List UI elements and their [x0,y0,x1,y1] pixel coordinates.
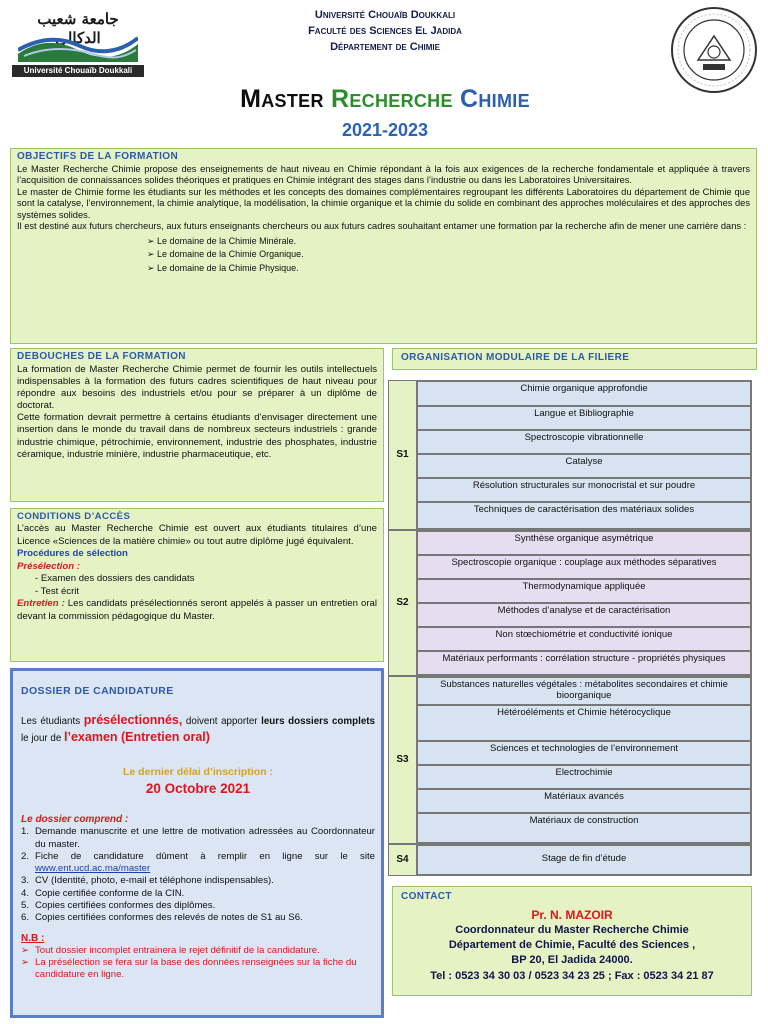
semester-label: S3 [389,677,417,843]
debouches-paragraph-2: Cette formation devrait permettre à certains étudiants d’envisager directement une insertion dans le monde du travail dans de nombreux secteurs industriels : grande industrie chimique, pétrochimie, environnement, industrie des phosphates, industrie céramique, industrie minière, industrie pharmaceutique, etc. [17,412,377,460]
header-university: Université Chouaïb Doukkali [314,9,456,21]
contact-address: BP 20, El Jadida 24000. [511,954,633,967]
arrow-bullet-icon: ➢ [21,956,30,968]
module-cell: Techniques de caractérisation des matériaux solides [417,502,751,529]
semester-label: S2 [389,531,417,675]
dossier-title: DOSSIER DE CANDIDATURE [21,685,174,697]
dossier-section [10,668,384,1018]
module-cell: Résolution structurales sur monocristal et sur poudre [417,478,751,502]
entretien-text: Les candidats présélectionnés seront appelés à passer un entretien oral devant la commission pédagogique du Master. [17,598,377,622]
objectifs-title: OBJECTIFS DE LA FORMATION [17,151,179,162]
nb-label: N.B : [21,932,45,944]
module-cell: Spectroscopie vibrationnelle [417,430,751,454]
preselection-item: - Test écrit [35,585,80,597]
semester-label: S1 [389,381,417,529]
contact-title: CONTACT [401,891,452,902]
entretien-paragraph [17,598,377,623]
arrow-bullet-icon: ➢ [147,262,158,273]
preselection-label: Présélection : [17,560,80,572]
list-item: ➢ Le domaine de la Chimie Physique. [147,262,299,273]
module-cell: Synthèse organique asymétrique [417,531,751,555]
module-cell: Chimie organique approfondie [417,381,751,406]
module-cell: Hétéroéléments et Chimie hétérocyclique [417,705,751,741]
list-item: 6. Copies certifiées conformes des relevés de notes de S1 au S6. [21,912,303,924]
title-word-master: Master [240,85,324,113]
faculty-seal-icon [670,6,758,94]
module-cell: Catalyse [417,454,751,478]
arrow-bullet-icon: ➢ [147,249,158,260]
module-cell: Thermodynamique appliquée [417,579,751,603]
module-cell: Matériaux de construction [417,813,751,843]
contact-section [392,886,752,996]
objectifs-paragraph-2: Le master de Chimie forme les étudiants sur les méthodes et les concepts des domaines complémentaires regroupant les différents Laboratoires du département de Chimie que sont la catalyse, l’environnement, la chimie analytique, la modélisation, la chimie organique et la chimie du solide en combinant des approches moléculaires et des approches des systèmes solides. [17,186,750,220]
page-title [150,84,620,115]
contact-department: Département de Chimie, Faculté des Sciences , [448,938,696,951]
academic-years: 2021-2023 [341,120,429,140]
list-item: 1. Demande manuscrite et une lettre de motivation adressées au Coordonnateur du master. [21,826,375,850]
dossier-items-list [21,826,375,924]
dossier-intro: Les étudiants présélectionnés, doivent apporter leurs dossiers complets le jour de l’examen (Entretien oral) [21,713,375,744]
semester-s2 [388,530,752,676]
logo-arabic-name: جامعة شعيب الدكالي [37,10,119,47]
module-cell: Langue et Bibliographie [417,406,751,430]
entretien-label: Entretien : [17,598,65,610]
registration-link[interactable]: www.ent.ucd.ac.ma/master [35,863,151,875]
arrow-bullet-icon: ➢ [21,945,30,956]
module-cell: Méthodes d’analyse et de caractérisation [417,603,751,627]
semester-label: S4 [389,845,417,875]
module-cell: Spectroscopie organique : couplage aux méthodes séparatives [417,555,751,579]
objectifs-paragraph-1: Le Master Recherche Chimie propose des enseignements de haut niveau en Chimie répondant à la fois aux exigences de la recherche fondamentale et appliquée à travers l’acquisition de connaissances solides théoriques et pratiques en Chimie intégrant des stages dans l’industrie ou dans les Laboratoires Universitaires. [17,163,750,186]
header-department: Département de Chimie [330,40,440,53]
module-cell: Non stœchiométrie et conductivité ionique [417,627,751,651]
list-item: ➢ La présélection se fera sur la base des données renseignées sur la fiche du candidature en ligne. [21,956,357,980]
logo-latin-name: Université Chouaïb Doukkali [12,65,144,77]
arrow-bullet-icon: ➢ [147,235,158,246]
header-faculty: Faculté des Sciences El Jadida [308,24,462,37]
logo-wave-icon [18,36,138,62]
conditions-title: CONDITIONS D’ACCÈS [17,511,131,522]
objectifs-paragraph-3: Il est destiné aux futurs chercheurs, aux futurs enseignants chercheurs ou aux futurs cadres souhaitant entamer une formation par la recherche afin de mener une carrière dans : [17,221,747,232]
debouches-title: DEBOUCHES DE LA FORMATION [17,351,186,362]
list-item: 2. Fiche de candidature dûment à remplir en ligne sur le site www.ent.ucd.ac.ma/master [21,850,375,875]
deadline-date: 20 Octobre 2021 [145,781,251,796]
contact-name: Pr. N. MAZOIR [531,907,613,922]
contact-role: Coordonnateur du Master Recherche Chimie [455,923,689,936]
module-cell: Stage de fin d’étude [417,845,751,875]
title-word-chimie: Chimie [460,85,530,113]
conditions-section [10,508,384,662]
semester-s3 [388,676,752,844]
organisation-title: ORGANISATION MODULAIRE DE LA FILIERE [401,352,630,363]
university-logo [12,10,144,78]
module-cell: Matériaux avancés [417,789,751,813]
list-item: 5. Copies certifiées conformes des diplômes. [21,899,216,911]
list-item: ➢ Tout dossier incomplet entrainera le rejet définitif de la candidature. [21,945,320,956]
objectifs-section [10,148,757,344]
conditions-paragraph: L’accès au Master Recherche Chimie est ouvert aux étudiants titulaires d’une Licence «Sciences de la matière chimie» ou tout autre diplôme jugé équivalent. [17,523,377,547]
contact-phone-fax: Tel : 0523 34 30 03 / 0523 34 23 25 ; Fax : 0523 34 21 87 [430,969,714,982]
module-cell: Substances naturelles végétales : métabolites secondaires et chimie bioorganique [417,677,751,705]
list-item: ➢ Le domaine de la Chimie Minérale. [147,235,297,246]
title-word-recherche: Recherche [331,85,453,113]
deadline-label: Le dernier délai d’inscription : [123,765,273,778]
semester-s1 [388,380,752,530]
objectifs-domains-list [147,235,750,276]
dossier-comprend-label: Le dossier comprend : [21,813,129,825]
module-cell: Sciences et technologies de l’environnement [417,741,751,765]
selection-procedures-heading: Procédures de sélection [17,548,128,560]
module-cell: Electrochimie [417,765,751,789]
list-item: 3. CV (Identité, photo, e-mail et téléphone indispensables). [21,875,274,887]
list-item: ➢ Le domaine de la Chimie Organique. [147,249,304,260]
preselection-item: - Examen des dossiers des candidats [35,573,195,585]
debouches-paragraph-1: La formation de Master Recherche Chimie permet de fournir les outils intellectuels indispensables à la formation des futurs cadres scientifiques de haut niveau pour répondre aux besoins des industriels et/ou pour se préparer à un diplôme de doctorat. [17,363,377,412]
semester-s4 [388,844,752,876]
list-item: 4. Copie certifiée conforme de la CIN. [21,887,185,899]
debouches-section [10,348,384,502]
organisation-title-box [392,348,757,370]
module-cell: Matériaux performants : corrélation structure - propriétés physiques [417,651,751,675]
university-header [180,8,590,56]
